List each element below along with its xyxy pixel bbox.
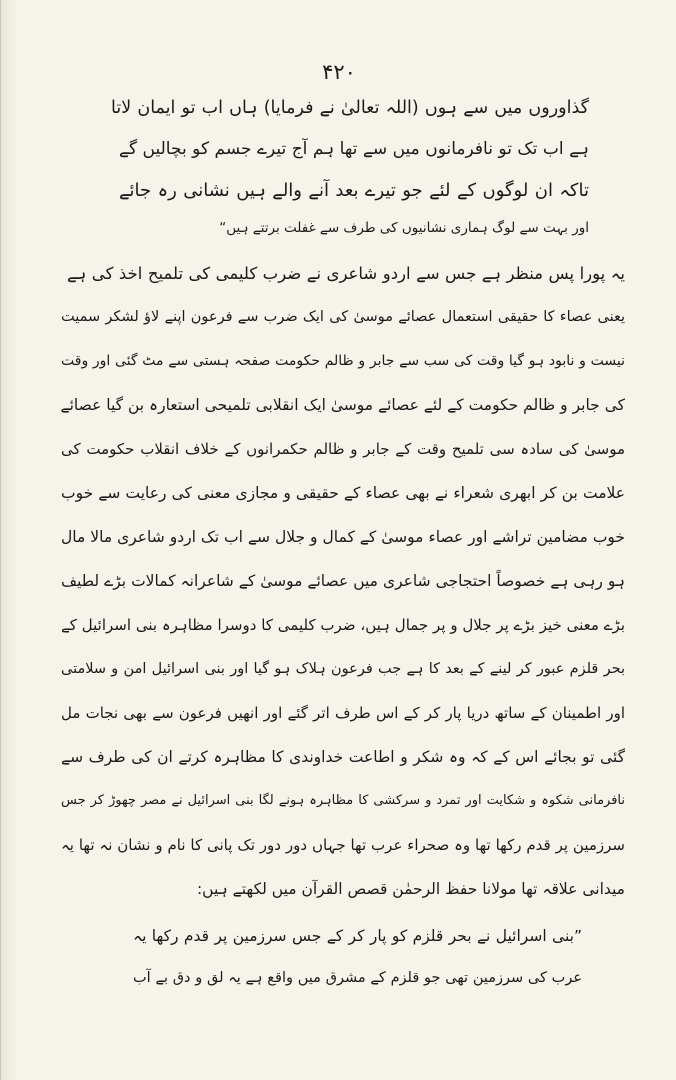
text-line: تاکہ ان لوگوں کے لئے جو تیرے بعد آنے والے ہیں نشانی رہ جائے	[119, 180, 589, 201]
text-line: بحر قلزم عبور کر لینے کے بعد کا ہے جب فرعون ہلاک ہو گیا اور بنی اسرائیل امن و سلامتی	[61, 661, 625, 677]
text-line: علامت بن کر ابھری شعراء نے بھی عصاء کے حقیقی و مجازی معنی کی رعایت سے خوب	[61, 484, 625, 502]
text-line: ہے اب تک تو نافرمانوں میں سے تھا ہم آج تیرے جسم کو بچالیں گے	[119, 139, 589, 159]
block-quote-line: عرب کی سرزمین تھی جو قلزم کے مشرق میں واقع ہے یہ لق و دق بے آب	[133, 970, 582, 986]
text-line: کی جابر و ظالم حکومت کے لئے عصائے موسیٰ ایک انقلابی تلمیحی استعارہ بن گیا عصائے	[60, 396, 625, 414]
text-line: یہ پورا پس منظر ہے جس سے اردو شاعری نے ضرب کلیمی کی تلمیح اخذ کی ہے	[67, 264, 625, 283]
text-line: سرزمین پر قدم رکھا تھا وہ صحراء عرب تھا جہاں دور دور تک پانی کا نام و نشان نہ تھا یہ	[61, 836, 625, 854]
text-line: گئی تو بجائے اس کے کہ وہ شکر و اطاعت خداوندی کا مظاہرہ کرتے ان کی طرف سے	[61, 748, 625, 766]
text-line: اور اطمینان کے ساتھ دریا پار کر کے اس طرف اتر گئے اور انھیں فرعون سے بھی نجات مل	[61, 704, 625, 722]
text-line: ہو رہی ہے خصوصاً احتجاجی شاعری میں عصائے موسیٰ کے شاعرانہ کمالات بڑے لطیف	[61, 572, 625, 590]
text-line: بڑے معنی خیز بڑے پر جلال و پر جمال ہیں، ضرب کلیمی کا دوسرا مظاہرہ بنی اسرائیل کے	[61, 616, 625, 634]
page-number: ۴۲۰	[322, 60, 356, 84]
text-line: خوب مضامین تراشے اور عصاء موسیٰ کے کمال و جلال سے اب تک اردو شاعری مالا مال	[61, 528, 625, 546]
text-line: موسیٰ کی سادہ سی تلمیح وقت کے جابر و ظالم حکمرانوں کے خلاف انقلاب حکومت کی	[61, 440, 625, 458]
text-line: اور بہت سے لوگ ہماری نشانیوں کی طرف سے غفلت برتتے ہیں“	[219, 220, 589, 236]
text-line: یعنی عصاء کا حقیقی استعمال عصائے موسیٰ کی ایک ضرب سے فرعون اپنے لاؤ لشکر سمیت	[61, 309, 625, 325]
text-line: نیست و نابود ہو گیا وقت کی سب سے جابر و ظالم حکومت صفحہ ہستی سے مٹ گئی اور وقت	[61, 353, 625, 369]
text-line: میدانی علاقہ تھا مولانا حفظ الرحمٰن قصص القرآن میں لکھتے ہیں:	[196, 880, 625, 898]
text-line: گذاوروں میں سے ہوں (اللہ تعالیٰ نے فرمایا) ہاں اب تو ایمان لاتا	[111, 98, 589, 118]
text-line: نافرمانی شکوہ و شکایت اور تمرد و سرکشی کا مظاہرہ ہونے لگا بنی اسرائیل نے مصر چھوڑ کر جس	[61, 793, 625, 808]
block-quote-line: ”بنی اسرائیل نے بحر قلزم کو پار کر کے جس سرزمین پر قدم رکھا یہ	[133, 927, 582, 945]
